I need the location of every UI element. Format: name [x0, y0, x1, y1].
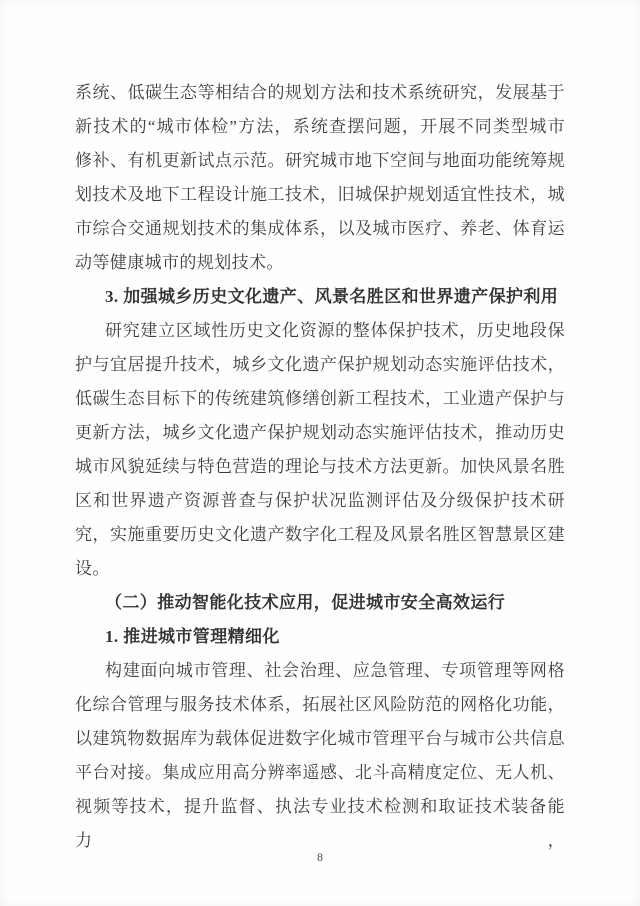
paragraph-line: 化综合管理与服务技术体系，拓展社区风险防范的网格化功能， [75, 695, 565, 714]
page-footer [0, 848, 640, 866]
paragraph-line: 护与宜居提升技术，城乡文化遗产保护规划动态实施评估技术， [75, 355, 565, 374]
document-body [75, 76, 565, 858]
paragraph-line: 市综合交通规划技术的集成体系，以及城市医疗、养老、体育运 [75, 219, 565, 238]
paragraph-line: 动等健康城市的规划技术。 [75, 253, 284, 272]
paragraph-line: 划技术及地下工程设计施工技术，旧城保护规划适宜性技术，城 [75, 185, 565, 204]
paragraph-line: 以建筑物数据库为载体促进数字化城市管理平台与城市公共信息 [75, 729, 565, 748]
paragraph-line: 构建面向城市管理、社会治理、应急管理、专项管理等网格 [105, 661, 565, 680]
paragraph-line: 更新方法，城乡文化遗产保护规划动态实施评估技术，推动历史 [75, 423, 565, 442]
paragraph-line: 视频等技术，提升监督、执法专业技术检测和取证技术装备能力， [75, 797, 565, 850]
paragraph-line: 设。 [75, 559, 110, 578]
paragraph-line: 系统、低碳生态等相结合的规划方法和技术系统研究，发展基于 [75, 83, 565, 102]
paragraph-line: 新技术的“城市体检”方法，系统查摆问题，开展不同类型城市 [75, 117, 565, 136]
section-heading: （二）推动智能化技术应用，促进城市安全高效运行 [105, 593, 506, 612]
paragraph-line: 研究建立区域性历史文化资源的整体保护技术，历史地段保 [105, 321, 565, 340]
paragraph-line: 城市风貌延续与特色营造的理论与技术方法更新。加快风景名胜 [75, 457, 565, 476]
paragraph-line: 平台对接。集成应用高分辨率遥感、北斗高精度定位、无人机、 [75, 763, 565, 782]
paragraph-line: 究，实施重要历史文化遗产数字化工程及风景名胜区智慧景区建 [75, 525, 565, 544]
paragraph-line: 低碳生态目标下的传统建筑修缮创新工程技术，工业遗产保护与 [75, 389, 565, 408]
subsection-heading: 3. 加强城乡历史文化遗产、风景名胜区和世界遗产保护利用 [105, 287, 559, 306]
subsection-heading: 1. 推进城市管理精细化 [105, 627, 280, 646]
paragraph-line: 修补、有机更新试点示范。研究城市地下空间与地面功能统筹规 [75, 151, 565, 170]
page-number: 8 [317, 850, 323, 864]
paragraph-line: 区和世界遗产资源普查与保护状况监测评估及分级保护技术研 [75, 491, 565, 510]
